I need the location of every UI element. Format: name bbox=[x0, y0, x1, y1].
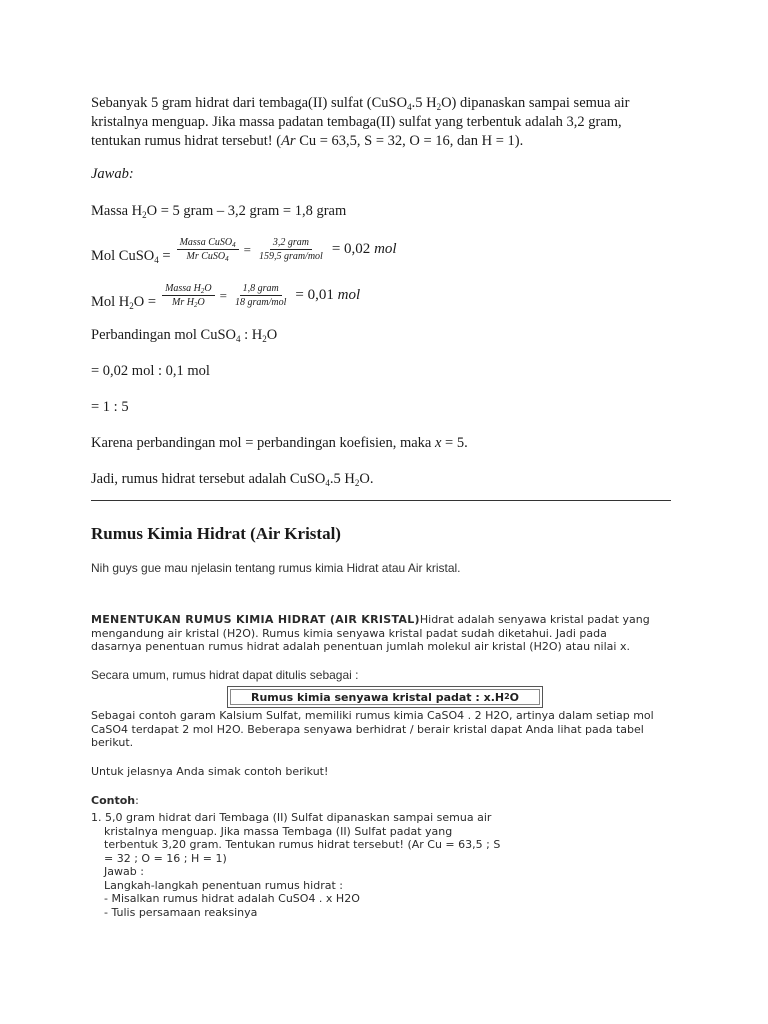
numerator bbox=[162, 283, 215, 296]
menentukan-heading: MENENTUKAN RUMUS KIMIA HIDRAT (AIR KRISTAL) bbox=[91, 613, 420, 626]
list-item: - Tulis persamaan reaksinya bbox=[104, 905, 258, 919]
numerator bbox=[177, 237, 239, 250]
ratio-line-1: = 0,02 mol : 0,1 mol bbox=[91, 363, 210, 379]
variable-x: x bbox=[434, 435, 442, 451]
mol-cuso4-label bbox=[91, 247, 171, 266]
intro-line: kristalnya menguap. Jika massa padatan tembaga(II) sulfat yang terbentuk adalah 3,2 gram, bbox=[91, 114, 622, 130]
subscript: 2 bbox=[193, 301, 198, 309]
fraction bbox=[256, 237, 326, 262]
list-item: 1. 5,0 gram hidrat dari Tembaga (II) Sulfat dipanaskan sampai semua air bbox=[91, 811, 492, 824]
list-item: terbentuk 3,20 gram. Tentukan rumus hidrat tersebut! (Ar Cu = 63,5 ; S bbox=[104, 838, 501, 851]
ratio-line-2: = 1 : 5 bbox=[91, 399, 129, 415]
contoh-line: berikut. bbox=[91, 736, 134, 749]
intro-text: tentukan rumus hidrat tersebut! ( bbox=[91, 133, 282, 149]
intro-text: O) dipanaskan sampai semua air bbox=[441, 95, 630, 111]
subscript: 2 bbox=[142, 210, 147, 220]
section-title: Rumus Kimia Hidrat (Air Kristal) bbox=[91, 524, 341, 543]
text: Massa H bbox=[91, 203, 143, 219]
nih-paragraph: Nih guys gue mau njelasin tentang rumus kimia Hidrat atau Air kristal. bbox=[91, 561, 461, 575]
subscript: 4 bbox=[407, 102, 412, 112]
text: O = bbox=[133, 294, 157, 310]
list-item: Langkah-langkah penentuan rumus hidrat : bbox=[104, 878, 343, 892]
fraction bbox=[232, 283, 289, 308]
numerator: 1,8 gram bbox=[240, 283, 282, 296]
mol-h2o-equation bbox=[91, 279, 360, 312]
text: Mr CuSO bbox=[186, 251, 226, 262]
subscript: 2 bbox=[354, 478, 360, 488]
intro-line bbox=[91, 132, 691, 151]
subscript: 2 bbox=[200, 287, 205, 295]
numerator: 3,2 gram bbox=[270, 237, 312, 250]
subscript: 4 bbox=[325, 478, 330, 488]
subscript: 2 bbox=[129, 301, 134, 311]
text: Mol CuSO bbox=[91, 248, 155, 264]
menentukan-line bbox=[91, 613, 691, 627]
formula-box: Rumus kimia senyawa kristal padat : x.H 2 O bbox=[227, 686, 543, 708]
text: Mol H bbox=[91, 294, 130, 310]
text: Mr H bbox=[172, 297, 194, 308]
text: O = 5 gram – 3,2 gram = 1,8 gram bbox=[146, 203, 347, 219]
list-item: Jawab : bbox=[104, 865, 144, 878]
intro-text: Sebanyak 5 gram hidrat dari tembaga(II) sulfat (CuSO bbox=[91, 95, 408, 111]
massa-line bbox=[91, 202, 346, 221]
untuk-text: Untuk jelasnya Anda simak contoh berikut! bbox=[91, 765, 329, 778]
example-list bbox=[91, 811, 551, 919]
contoh-paragraph bbox=[91, 709, 701, 750]
text: Karena perbandingan mol = perbandingan koefisien, maka bbox=[91, 435, 435, 451]
text: Jadi, rumus hidrat tersebut adalah CuSO bbox=[91, 471, 326, 487]
text: Rumus kimia senyawa kristal padat : x.H bbox=[250, 690, 505, 704]
intro-text: Cu = 63,5, S = 32, O = 16, dan H = 1). bbox=[295, 133, 524, 149]
subscript: 2 bbox=[436, 102, 442, 112]
text: Massa H bbox=[165, 283, 201, 294]
subscript: 4 bbox=[232, 241, 236, 249]
text: Hidrat adalah senyawa kristal padat yang bbox=[419, 613, 650, 626]
fraction bbox=[162, 283, 215, 308]
text: Massa CuSO bbox=[179, 237, 233, 248]
contoh-label: Contoh bbox=[91, 794, 136, 807]
list-item: kristalnya menguap. Jika massa Tembaga (II) Sulfat padat yang bbox=[104, 824, 453, 838]
menentukan-line: mengandung air kristal (H2O). Rumus kimia senyawa kristal padat sudah diketahui. Jadi pada bbox=[91, 626, 607, 640]
subscript: 4 bbox=[154, 255, 159, 265]
equals-sign: = bbox=[243, 242, 251, 257]
equals-sign: = bbox=[219, 288, 227, 303]
contoh-line: Sebagai contoh garam Kalsium Sulfat, memiliki rumus kimia CaSO4 . 2 H2O, artinya dalam setiap mol bbox=[91, 709, 654, 722]
subscript: 4 bbox=[225, 255, 229, 263]
mol-cuso4-equation bbox=[91, 233, 397, 266]
denominator: 159,5 gram/mol bbox=[258, 251, 323, 262]
contoh-heading bbox=[91, 794, 139, 808]
menentukan-line: dasarnya penentuan rumus hidrat adalah penentuan jumlah molekul air kristal (H2O) atau nilai x. bbox=[91, 640, 630, 653]
text: O. bbox=[359, 471, 374, 487]
text: O bbox=[509, 690, 520, 704]
intro-line bbox=[91, 94, 691, 113]
text: O bbox=[197, 297, 205, 308]
mol-h2o-label bbox=[91, 293, 156, 312]
fraction bbox=[177, 237, 239, 262]
subscript: 4 bbox=[236, 334, 241, 344]
denominator bbox=[169, 296, 208, 308]
menentukan-paragraph bbox=[91, 613, 691, 654]
karena-line bbox=[91, 434, 468, 453]
text: Perbandingan mol CuSO bbox=[91, 327, 236, 343]
intro-text: Ar bbox=[281, 133, 296, 149]
denominator: 18 gram/mol bbox=[234, 297, 287, 308]
text: O bbox=[204, 283, 212, 294]
text: : bbox=[135, 794, 139, 807]
contoh-line: CaSO4 terdapat 2 mol H2O. Beberapa senyawa berhidrat / berair kristal dapat Anda lihat pada tabel bbox=[91, 722, 644, 736]
text: O bbox=[266, 327, 278, 343]
result bbox=[332, 240, 397, 259]
intro-text: .5 H bbox=[411, 95, 437, 111]
text: : H bbox=[240, 327, 263, 343]
perbandingan-line bbox=[91, 326, 277, 345]
unit: mol bbox=[374, 241, 397, 257]
list-item: = 32 ; O = 16 ; H = 1) bbox=[104, 851, 227, 865]
denominator bbox=[184, 250, 232, 262]
text: = bbox=[158, 248, 171, 264]
jadi-line bbox=[91, 470, 373, 489]
text: .5 H bbox=[329, 471, 355, 487]
result bbox=[295, 286, 360, 305]
jawab-label bbox=[91, 165, 134, 184]
result-value: = 0,01 bbox=[295, 287, 334, 303]
horizontal-divider bbox=[91, 500, 671, 501]
jawab-text: Jawab: bbox=[91, 166, 134, 182]
list-item: - Misalkan rumus hidrat adalah CuSO4 . x H2O bbox=[104, 892, 360, 905]
unit: mol bbox=[337, 287, 361, 303]
result-value: = 0,02 bbox=[331, 241, 371, 257]
text: = 5. bbox=[441, 435, 468, 451]
subscript: 2 bbox=[262, 334, 267, 344]
secara-umum-text: Secara umum, rumus hidrat dapat ditulis sebagai : bbox=[91, 668, 359, 682]
intro-paragraph bbox=[91, 94, 691, 151]
